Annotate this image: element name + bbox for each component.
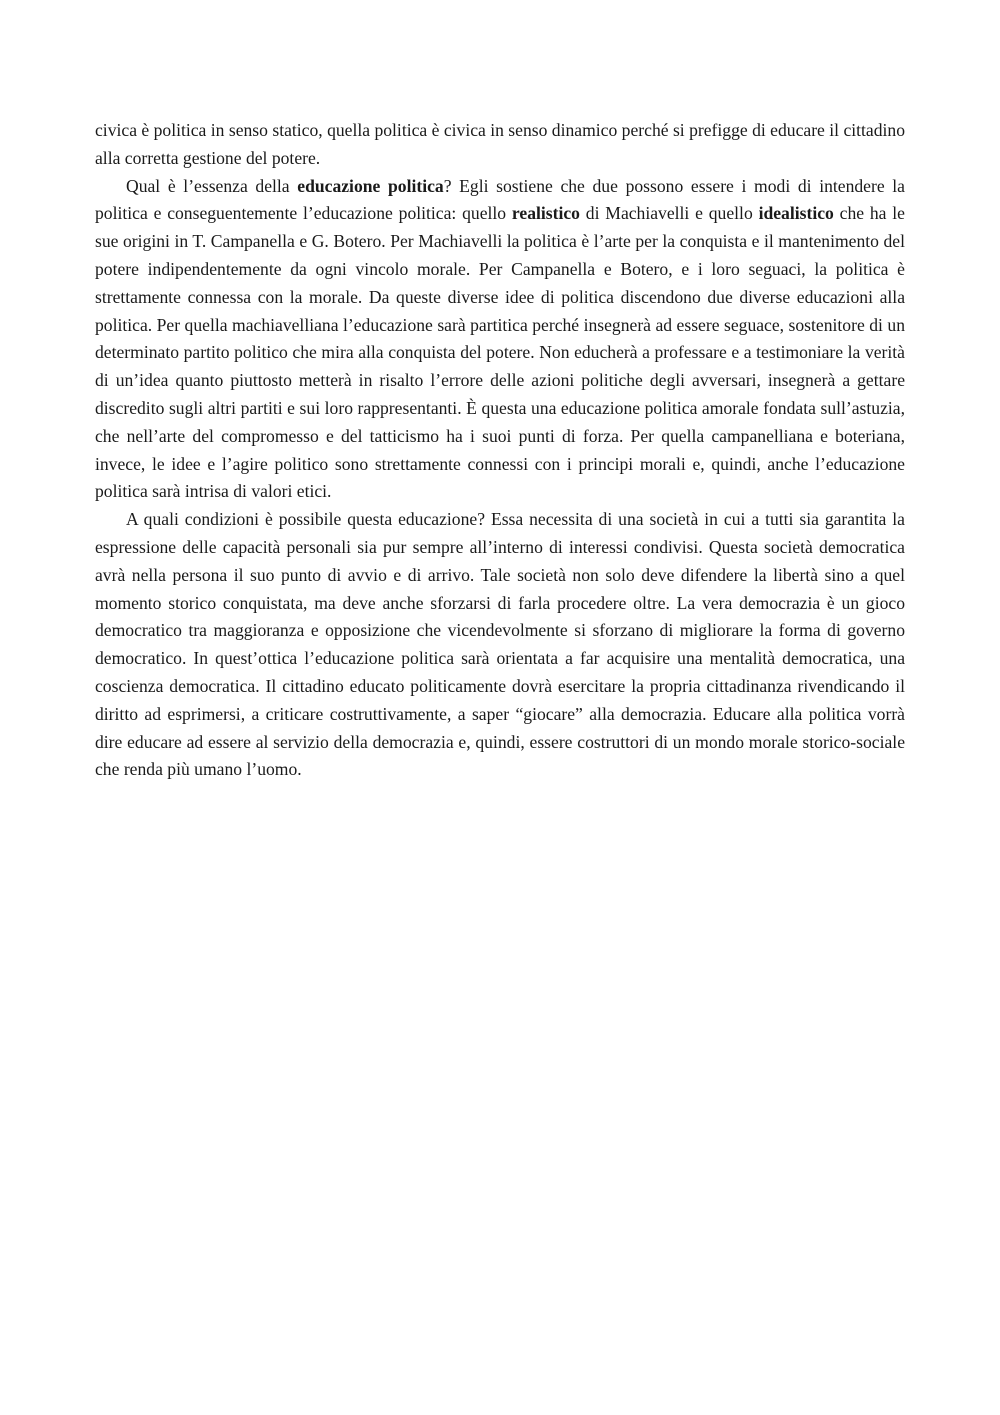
paragraph-2-text-b: ? Egli sostiene che due possono essere i modi di intendere la politica e conseguentemente l’educazione politica: quello: [95, 175, 905, 224]
paragraph-2-text-d: che ha le sue origini in T. Campanella e G. Botero. Per Machiavelli la politica è l’arte per la conquista e il mantenimento del potere indipendentemente da ogni vincolo morale. Per Campanella e Botero, e i loro seguaci, la politica è strettamente connessa con la morale. Da queste diverse idee di politica discendono due diverse educazioni alla politica. Per quella machiavelliana l’educazione sarà partitica perché insegnerà ad essere seguace, sostenitore di un determinato partito politico che mira alla conquista del potere. Non educherà a professare e a testimoniare la verità di un’idea quanto piuttosto metterà in risalto l’errore delle azioni politiche degli avversari, insegnerà a gettare discredito sugli altri partiti e sui loro rappresentanti. È questa una educazione politica amorale fondata sull’astuzia, che nell’arte del compromesso e del tatticismo ha i suoi punti di forza. Per quella campanelliana e boteriana, invece, le idee e l’agire politico sono strettamente connessi con i principi morali e, quindi, anche l’educazione politica sarà intrisa di valori etici.: [95, 203, 905, 502]
paragraph-2-text-a: Qual è l’essenza della: [126, 175, 298, 196]
paragraph-2: [95, 173, 905, 507]
term-realistico: realistico: [511, 203, 580, 224]
paragraph-3: [95, 506, 905, 784]
term-idealistico: idealistico: [758, 203, 834, 224]
paragraph-1-text: civica è politica in senso statico, quella politica è civica in senso dinamico perché si prefigge di educare il cittadino alla corretta gestione del potere.: [95, 120, 905, 168]
term-educazione-politica: educazione politica: [297, 175, 444, 196]
paragraph-1: [95, 117, 905, 173]
paragraph-3-text: A quali condizioni è possibile questa educazione? Essa necessita di una società in cui a tutti sia garantita la espressione delle capacità personali sia pur sempre all’interno di interessi condivisi. Questa società democratica avrà nella persona il suo punto di avvio e di arrivo. Tale società non solo deve difendere la libertà sino a quel momento storico conquistata, ma deve anche sforzarsi di farla procedere oltre. La vera democrazia è un gioco democratico tra maggioranza e opposizione che vicendevolmente si sforzano di migliorare la forma di governo democratico. In quest’ottica l’educazione politica sarà orientata a far acquisire una mentalità democratica, una coscienza democratica. Il cittadino educato politicamente dovrà esercitare la propria cittadinanza rivendicando il diritto ad esprimersi, a criticare costruttivamente, a saper “giocare” alla democrazia. Educare alla politica vorrà dire educare ad essere al servizio della democrazia e, quindi, essere costruttori di un mondo morale storico-sociale che renda più umano l’uomo.: [95, 509, 905, 780]
paragraph-2-text-c: di Machiavelli e quello: [579, 203, 759, 224]
document-page: [95, 117, 905, 784]
